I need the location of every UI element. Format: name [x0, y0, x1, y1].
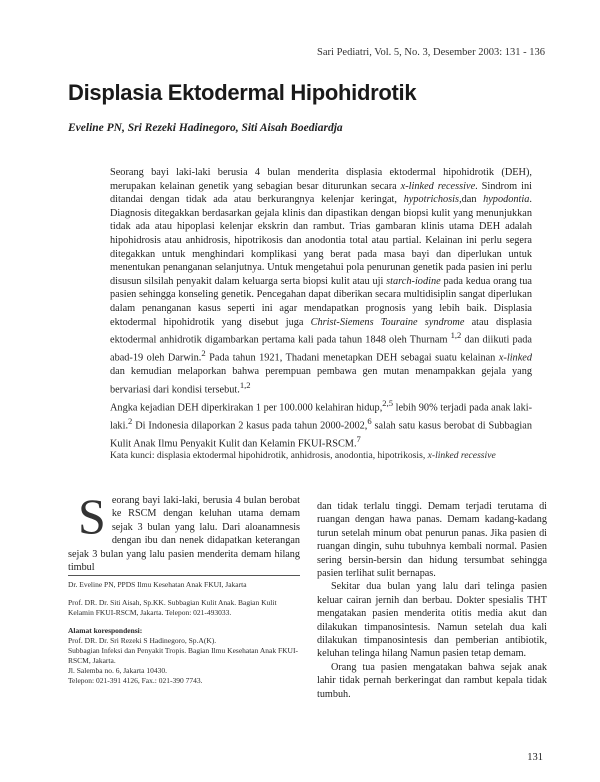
affiliation-2: Prof. DR. Dr. Siti Aisah, Sp.KK. Subbagian Kulit Anak. Bagian Kulit Kelamin FKUI-RSCM, Jakarta. Telepon: 021-493033. — [68, 598, 277, 617]
abstract — [110, 166, 532, 451]
abstract-paragraph-2: Angka kejadian DEH diperkirakan 1 per 100.000 kelahiran hidup,$^{2,5}$ lebih 90% terjadi pada anak laki-laki.$^2$ Di Indonesia dilaporkan 2 kasus pada tahun 2000-2002,$^6$ salah satu kasus berobat di Subbagian Kulit Anak Ilmu Penyakit Kulit dan Kelamin FKUI-RSCM.$^7$ — [110, 397, 533, 450]
article-authors: Eveline PN, Sri Rezeki Hadinegoro, Siti Aisah Boediardja — [68, 122, 343, 134]
body-paragraph: Orang tua pasien mengatakan bahwa sejak anak lahir tidak pernah berkeringat dan rambut kepala tidak tumbuh. — [317, 661, 547, 700]
intro-text: eorang bayi laki-laki, berusia 4 bulan berobat ke RSCM dengan keluhan utama demam sejak 3 bulan yang lalu. Dari aloanamnesis dengan ibu dan nenek didapatkan keterangan sejak 3 bulan yang lalu pasien menderita demam hilang timbul — [68, 495, 300, 574]
body-paragraph: Sekitar dua bulan yang lalu dari telinga pasien keluar cairan jernih dan berbau. Dokter spesialis THT mengatakan pasien menderita otitis media akut dan dilakukan timpanosintesis. Namun setelah dua kali dilakukan timpanosintesis dan pemberian antibiotik, keluhan telinga hilang Namun pasien tetap demam. — [317, 581, 547, 660]
abstract-paragraph-1: Seorang bayi laki-laki berusia 4 bulan menderita displasia ektodermal hipohidrotik (DEH), merupakan kelainan genetik yang sebagian besar diturunkan secara x-linked recessive. Sindrom ini ditandai dengan tidak ada atau berkurangnya kelenjar keringat, hypotrichosis,dan hypodontia. Diagnosis ditegakkan berdasarkan gejala klinis dan dipastikan dengan biopsi kulit yang menunjukkan tidak ada atau hipoplasi kelenjar ekskrin dan rambut. Trias gambaran klinis utama DEH adalah hipohidrosis atau anhidrosis, hipotrikosis dan anodontia total atau partial. Kelainan ini perlu segera ditegakkan untuk menghindari komplikasi yang berat pada masa bayi dan diperlukan untuk menentukan penanganan selanjutnya. Untuk mengetahui pola penurunan genetik pada pasien ini perlu disusun silsilah penyakit dalam keluarga serta biopsi kulit atau uji starch-iodine pada kedua orang tua pasien sehingga konseling genetik. Pencegahan dapat diberikan secara multidisiplin sangat diperlukan dalam penanganan kasus seperti ini agar mendapatkan prognosis yang lebih baik. Displasia ektodermal hipohidrotik yang disebut juga Christ-Siemens Touraine syndrome atau displasia ektodermal anhidrotik digambarkan pertama kali pada tahun 1848 oleh Thurnam $^{1,2}$ dan diikuti pada abad-19 oleh Darwin.$^2$ Pada tahun 1921, Thadani menetapkan DEH sebagai suatu kelainan x-linked dan kemudian melaporkan bahwa perempuan pembawa gen mutan menampakkan gejala yang bervariasi dari kondisi tersebut.$^{1,2}$ — [110, 167, 532, 396]
correspondence-address: Jl. Salemba no. 6, Jakarta 10430. — [68, 666, 167, 675]
correspondence-name: Prof. DR. Dr. Sri Rezeki S Hadinegoro, Sp.A(K). — [68, 636, 217, 645]
body-column-left — [68, 488, 300, 574]
correspondence-phone: Telepon: 021-391 4126, Fax.: 021-390 7743. — [68, 676, 203, 685]
body-column-right — [317, 500, 547, 701]
body-paragraph: dan tidak terlalu tinggi. Demam terjadi terutama di ruangan dengan hawa panas. Demam kadang-kadang turun setelah minum obat penurun panas. Jika pasien di ruangan dingin, suhu tubuhnya kembali normal. Pasien sering bersin-bersin dan hidung tersumbat sehingga pasien terlihat sulit bernapas. — [317, 501, 547, 580]
correspondence-dept: Subbagian Infeksi dan Penyakit Tropis. Bagian Ilmu Kesehatan Anak FKUI-RSCM, Jakarta. — [68, 646, 298, 665]
affiliation-1: Dr. Eveline PN, PPDS Ilmu Kesehatan Anak FKUI, Jakarta — [68, 580, 247, 589]
correspondence-heading: Alamat korespondensi: — [68, 626, 143, 635]
journal-citation: Sari Pediatri, Vol. 5, No. 3, Desember 2003: 131 - 136 — [317, 47, 545, 58]
footnotes — [68, 575, 300, 686]
article-title: Displasia Ektodermal Hipohidrotik — [68, 80, 417, 105]
footnote-divider — [68, 575, 300, 576]
keywords: Kata kunci: displasia ektodermal hipohidrotik, anhidrosis, anodontia, hipotrikosis, x-linked recessive — [110, 450, 496, 461]
drop-cap: S — [78, 488, 106, 544]
page-number: 131 — [527, 752, 543, 763]
